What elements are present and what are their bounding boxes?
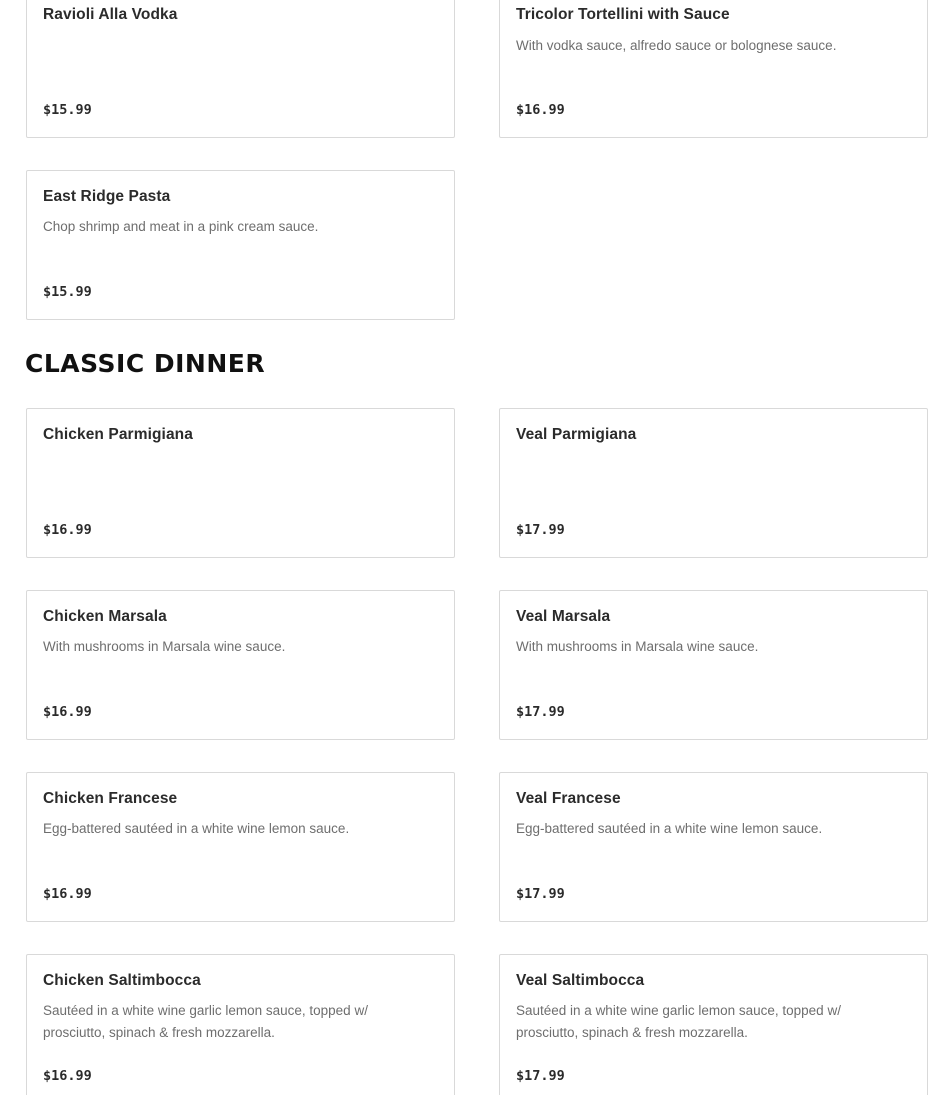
- menu-item-name: Veal Francese: [516, 790, 621, 807]
- menu-item-name: Ravioli Alla Vodka: [43, 6, 178, 23]
- menu-item-card[interactable]: [499, 408, 928, 558]
- menu-item-description: With vodka sauce, alfredo sauce or bolognese sauce.: [516, 38, 837, 53]
- menu-item-price: $17.99: [516, 886, 565, 902]
- menu-item-card[interactable]: [26, 954, 455, 1095]
- menu-item-description: Chop shrimp and meat in a pink cream sauce.: [43, 219, 319, 234]
- menu-item-card[interactable]: [26, 772, 455, 922]
- section-title: CLASSIC DINNER: [25, 349, 266, 378]
- menu-item-description: With mushrooms in Marsala wine sauce.: [43, 639, 286, 654]
- menu-item-description: With mushrooms in Marsala wine sauce.: [516, 639, 759, 654]
- menu-item-price: $16.99: [43, 522, 92, 538]
- menu-item-name: Veal Parmigiana: [516, 426, 637, 443]
- menu-item-name: East Ridge Pasta: [43, 188, 171, 205]
- menu-item-name: Chicken Marsala: [43, 608, 167, 625]
- menu-item-name: Tricolor Tortellini with Sauce: [516, 6, 730, 23]
- menu-item-name: Chicken Parmigiana: [43, 426, 193, 443]
- menu-item-price: $16.99: [43, 886, 92, 902]
- menu-item-card[interactable]: [499, 0, 928, 138]
- menu-item-price: $17.99: [516, 522, 565, 538]
- menu-item-description: Egg-battered sautéed in a white wine lemon sauce.: [43, 821, 350, 836]
- menu-item-card[interactable]: [499, 772, 928, 922]
- menu-item-price: $17.99: [516, 704, 565, 720]
- menu-item-name: Veal Marsala: [516, 608, 611, 625]
- menu-item-price: $16.99: [516, 102, 565, 118]
- menu-item-description: Sautéed in a white wine garlic lemon sauce, topped w/ prosciutto, spinach & fresh mozzarella.: [43, 1003, 368, 1040]
- menu-item-card[interactable]: [26, 170, 455, 320]
- menu-item-price: $15.99: [43, 284, 92, 300]
- menu-item-card[interactable]: [499, 954, 928, 1095]
- menu-item-card[interactable]: [26, 408, 455, 558]
- menu-item-price: $15.99: [43, 102, 92, 118]
- menu-item-name: Veal Saltimbocca: [516, 972, 645, 989]
- menu-item-price: $16.99: [43, 1068, 92, 1084]
- menu-item-description: Egg-battered sautéed in a white wine lemon sauce.: [516, 821, 823, 836]
- menu-item-name: Chicken Saltimbocca: [43, 972, 201, 989]
- menu-item-card[interactable]: [26, 0, 455, 138]
- menu-item-card[interactable]: [499, 590, 928, 740]
- menu-item-description: Sautéed in a white wine garlic lemon sauce, topped w/ prosciutto, spinach & fresh mozzarella.: [516, 1003, 841, 1040]
- menu-item-price: $17.99: [516, 1068, 565, 1084]
- menu-item-name: Chicken Francese: [43, 790, 178, 807]
- menu-item-card[interactable]: [26, 590, 455, 740]
- menu-item-price: $16.99: [43, 704, 92, 720]
